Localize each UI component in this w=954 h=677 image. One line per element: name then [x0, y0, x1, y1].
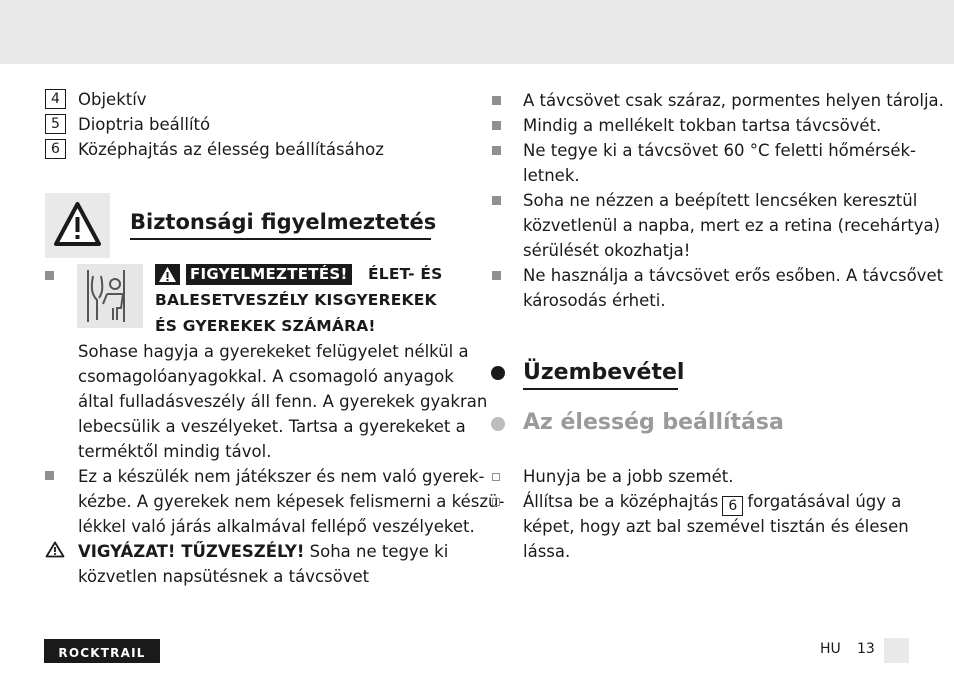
step-text: lássa.: [523, 542, 571, 561]
bullet-square-icon: [492, 121, 501, 130]
warning-text-line: terméktől mindig távol.: [78, 442, 272, 461]
warning-small-icon: [155, 264, 180, 285]
part-label: Dioptria beállító: [78, 115, 211, 134]
bullet-square-icon: [492, 146, 501, 155]
warning-heading-line: ÉLET- ÉS: [368, 265, 443, 283]
safety-heading: Biztonsági figyelmeztetés: [130, 210, 437, 234]
care-bullet-line: sérülését okozhatja!: [523, 241, 691, 260]
subsection-dot-icon: [491, 417, 505, 431]
step-text: Hunyja be a jobb szemét.: [523, 467, 734, 486]
care-bullet-line: Mindig a mellékelt tokban tartsa távcsövét.: [523, 116, 882, 135]
language-code: HU: [820, 641, 841, 657]
step-text: [523, 489, 901, 516]
focus-subheading: Az élesség beállítása: [523, 410, 784, 435]
care-bullet-line: közvetlenül a napba, mert ez a retina (recehártya): [523, 216, 941, 235]
care-bullet-line: Soha ne nézzen a beépített lencséken keresztül: [523, 191, 918, 210]
step-square-icon: [492, 498, 500, 506]
heading-underline: [130, 238, 431, 240]
warning-triangle-icon: [45, 193, 110, 258]
toy-text-line: lékkel való járás alkalmával fellépő veszélyeket.: [78, 517, 475, 536]
caution-triangle-icon: [45, 541, 65, 558]
top-band: [0, 0, 954, 64]
fire-warning-text: Soha ne tegye ki: [304, 542, 449, 561]
care-bullet-line: letnek.: [523, 166, 580, 185]
child-hazard-icon: [77, 264, 143, 328]
brand-logo: ROCKTRAIL: [44, 639, 160, 663]
fire-warning-line: [78, 539, 448, 564]
warning-text-line: lebecsülik a veszélyeket. Tartsa a gyerekeket a: [78, 417, 466, 436]
page-marker: [884, 638, 909, 663]
warning-text-line: által fulladásveszély áll fenn. A gyerekek gyakran: [78, 392, 488, 411]
toy-text-line: kézbe. A gyerekek nem képesek felismerni a készü-: [78, 492, 505, 511]
heading-underline: [523, 388, 678, 390]
warning-text-line: Sohase hagyja a gyerekeket felügyelet nélkül a: [78, 342, 469, 361]
bullet-square-icon: [45, 471, 54, 480]
warning-heading-line: BALESETVESZÉLY KISGYEREKEK: [155, 291, 437, 309]
bullet-square-icon: [492, 271, 501, 280]
section-dot-icon: [491, 366, 505, 380]
care-bullet-line: károsodás érheti.: [523, 291, 666, 310]
part-label: Objektív: [78, 90, 147, 109]
step-text-part: Állítsa be a középhajtás: [523, 492, 719, 511]
warning-text-line: csomagolóanyagokkal. A csomagoló anyagok: [78, 367, 454, 386]
step-square-icon: [492, 473, 500, 481]
warning-label: FIGYELMEZTETÉS!: [186, 264, 352, 285]
part-number-badge: 6: [45, 139, 66, 159]
page-number: 13: [857, 641, 875, 657]
care-bullet-line: A távcsövet csak száraz, pormentes helyen tárolja.: [523, 91, 944, 110]
care-bullet-line: Ne használja a távcsövet erős esőben. A távcsővet: [523, 266, 944, 285]
part-number-badge: 6: [722, 496, 743, 516]
bullet-square-icon: [492, 196, 501, 205]
toy-text-line: Ez a készülék nem játékszer és nem való gyerek-: [78, 467, 485, 486]
fire-warning-line: közvetlen napsütésnek a távcsövet: [78, 567, 370, 586]
step-text: képet, hogy azt bal szemével tisztán és élesen: [523, 517, 909, 536]
startup-heading: Üzembevétel: [523, 360, 685, 385]
step-text-part: forgatásával úgy a: [747, 492, 902, 511]
care-bullet-line: Ne tegye ki a távcsövet 60 °C feletti hőmérsék-: [523, 141, 917, 160]
warning-heading-line: ÉS GYEREKEK SZÁMÁRA!: [155, 317, 376, 335]
fire-warning-label: VIGYÁZAT! TŰZVESZÉLY!: [78, 542, 305, 561]
part-label: Középhajtás az élesség beállításához: [78, 140, 384, 159]
bullet-square-icon: [492, 96, 501, 105]
part-number-badge: 5: [45, 114, 66, 134]
part-number-badge: 4: [45, 89, 66, 109]
bullet-square-icon: [45, 271, 54, 280]
